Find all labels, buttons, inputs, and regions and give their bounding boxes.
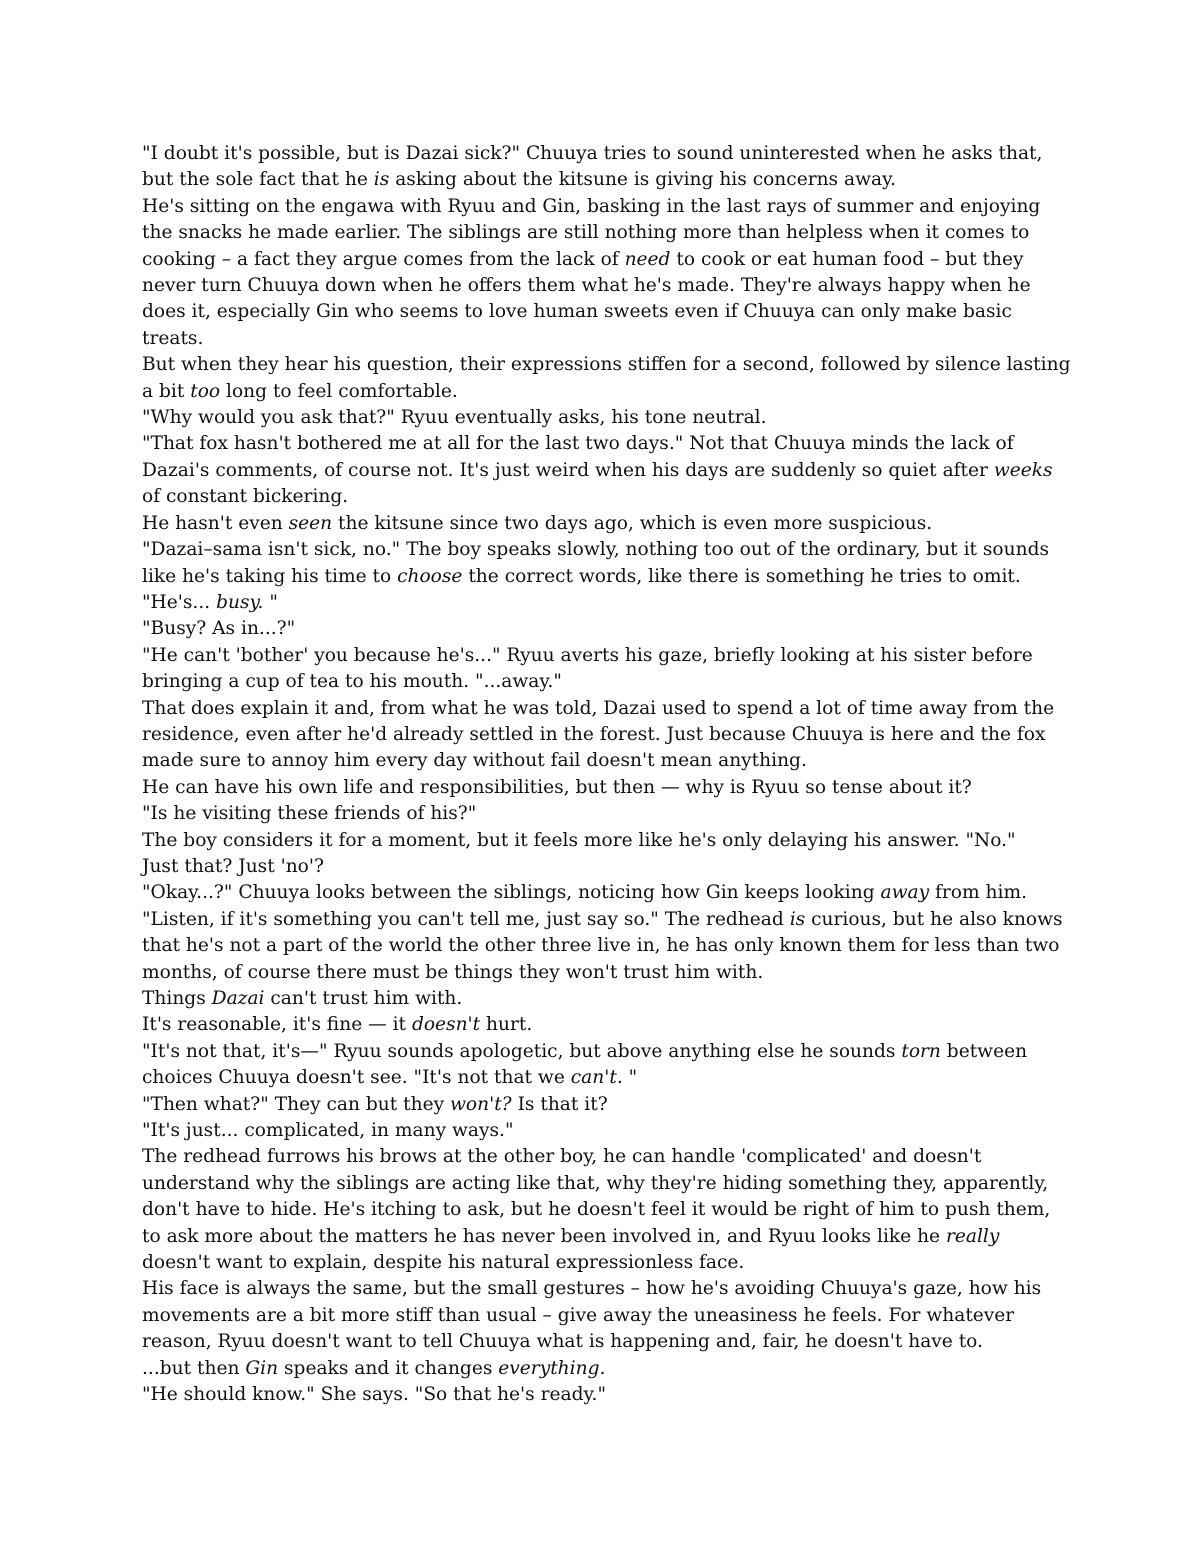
- text-run: ...but then: [142, 1357, 246, 1379]
- paragraph: [142, 537, 1072, 616]
- italic-run: is: [373, 169, 390, 191]
- text-run: long to feel comfortable.: [220, 380, 458, 402]
- paragraph: [142, 352, 1072, 405]
- text-run: doesn't want to explain, despite his natural expressionless face.: [142, 1252, 745, 1274]
- italic-run: really: [945, 1225, 1000, 1247]
- text-run: Is that it?: [511, 1093, 608, 1115]
- text-run: to cook or eat human food – but they never turn Chuuya down when he offers them what he's made. They're always happy when he does it, especially Gin who seems to love human sweets even if Chuuya can only make basic treats.: [142, 248, 1031, 349]
- italic-run: doesn't: [411, 1014, 481, 1036]
- text-run: can't trust him with.: [264, 988, 463, 1009]
- paragraph: [142, 1039, 1072, 1092]
- paragraph: [142, 1356, 1072, 1382]
- italic-run: Dazai: [211, 988, 265, 1009]
- paragraph: [142, 1144, 1072, 1276]
- text-run: He hasn't even: [142, 512, 289, 534]
- text-run: Things: [142, 988, 212, 1009]
- paragraph: [142, 986, 1072, 1012]
- paragraph: [142, 1012, 1072, 1038]
- text-run: "Why would you ask that?" Ryuu eventually asks, his tone neutral.: [142, 407, 767, 429]
- text-run: from him.: [929, 882, 1027, 904]
- paragraph: [142, 141, 1072, 194]
- text-run: "It's not that, it's—" Ryuu sounds apologetic, but above anything else he sounds: [142, 1040, 902, 1062]
- paragraph: [142, 907, 1072, 986]
- text-run: "Listen, if it's something you can't tell me, just say so." The redhead: [142, 908, 790, 930]
- text-run: "Okay...?" Chuuya looks between the siblings, noticing how Gin keeps looking: [142, 882, 881, 904]
- italic-run: is: [789, 908, 806, 930]
- paragraph: [142, 616, 1072, 642]
- paragraph: [142, 801, 1072, 827]
- text-run: The redhead furrows his brows at the other boy, he can handle 'complicated' and doesn't understand why the siblings are acting like that, why they're hiding something they, apparently, don't have to hide. He's itching to ask, but he doesn't feel it would be right of him to push them, to ask more about the matters he has never been involved in, and Ryuu looks like he: [142, 1146, 1051, 1247]
- text-run: "I doubt it's possible, but is Dazai sick?" Chuuya tries to sound uninterested when he asks that, but the sole fact that he: [142, 143, 1043, 191]
- text-run: curious, but he also knows that he's not a part of the world the other three live in, he has only known them for less than two months, of course there must be things they won't trust him with.: [142, 908, 1063, 983]
- paragraph: [142, 511, 1072, 537]
- text-run: "Dazai–sama isn't sick, no." The boy speaks slowly, nothing too out of the ordinary, but it sounds like he's taking his time to: [142, 539, 1050, 587]
- italic-run: everything.: [498, 1357, 606, 1379]
- text-run: "He should know." She says. "So that he's ready.": [142, 1384, 606, 1406]
- text-run: It's reasonable, it's fine — it: [142, 1014, 412, 1036]
- paragraph: [142, 1118, 1072, 1144]
- text-run: "Busy? As in...?": [142, 618, 296, 640]
- paragraph: [142, 854, 1072, 880]
- text-run: asking about the kitsune is giving his concerns away.: [389, 169, 897, 191]
- paragraph: [142, 696, 1072, 775]
- italic-run: busy.: [216, 591, 264, 613]
- italic-run: weeks: [993, 459, 1053, 481]
- italic-run: seen: [288, 512, 333, 534]
- text-run: The boy considers it for a moment, but it feels more like he's only delaying his answer. "No.": [142, 829, 1016, 851]
- text-run: His face is always the same, but the small gestures – how he's avoiding Chuuya's gaze, how his movements are a bit more stiff than usual – give away the uneasiness he feels. For whatever reason, Ryuu doesn't want to tell Chuuya what is happening and, fair, he doesn't have to.: [142, 1278, 1042, 1353]
- text-run: "He can't 'bother' you because he's..." Ryuu averts his gaze, briefly looking at his sister before bringing a cup of tea to his mouth. "...away.": [142, 644, 1033, 693]
- text-run: "That fox hasn't bothered me at all for the last two days." Not that Chuuya minds the lack of Dazai's comments, of course not. It's just weird when his days are suddenly so quiet after: [142, 433, 1014, 481]
- text-run: speaks and it changes: [278, 1357, 499, 1379]
- italic-run: can't.: [570, 1067, 623, 1089]
- text-run: He's sitting on the engawa with Ryuu and Gin, basking in the last rays of summer and enjoying the snacks he made earlier. The siblings are still nothing more than helpless when it comes to cooking – a fact they argue comes from the lack of: [142, 195, 1041, 270]
- text-run: Just that? Just 'no'?: [142, 855, 324, 877]
- paragraph: [142, 405, 1072, 431]
- paragraph: [142, 775, 1072, 801]
- text-run: the kitsune since two days ago, which is even more suspicious.: [332, 512, 933, 534]
- text-run: of constant bickering.: [142, 486, 349, 508]
- text-run: ": [263, 591, 278, 613]
- text-run: That does explain it and, from what he was told, Dazai used to spend a lot of time away from the residence, even after he'd already settled in the forest. Just because Chuuya is here and the fox made sure to annoy him every day without fail doesn't mean anything.: [142, 697, 1055, 772]
- italic-run: too: [190, 380, 221, 402]
- text-run: the correct words, like there is something he tries to omit. "He's...: [142, 565, 1021, 613]
- italic-run: need: [624, 248, 671, 270]
- paragraph: [142, 194, 1072, 352]
- italic-run: choose: [397, 565, 463, 587]
- italic-run: torn: [901, 1040, 941, 1062]
- text-run: "Then what?" They can but they: [142, 1093, 451, 1115]
- paragraph: [142, 828, 1072, 854]
- paragraph: [142, 431, 1072, 510]
- text-run: "Is he visiting these friends of his?": [142, 803, 477, 825]
- text-run: hurt.: [480, 1014, 533, 1036]
- paragraph: [142, 643, 1072, 696]
- text-run: ": [622, 1067, 638, 1089]
- text-run: He can have his own life and responsibilities, but then — why is Ryuu so tense about it?: [142, 776, 972, 798]
- paragraph: [142, 1382, 1072, 1408]
- text-run: between choices Chuuya doesn't see. "It's not that we: [142, 1040, 1028, 1089]
- paragraph: [142, 880, 1072, 906]
- text-run: "It's just... complicated, in many ways.": [142, 1120, 514, 1142]
- document-page: [142, 141, 1072, 1409]
- italic-run: won't?: [450, 1093, 512, 1115]
- italic-run: Gin: [245, 1357, 279, 1379]
- paragraph: [142, 1276, 1072, 1355]
- italic-run: away: [880, 882, 930, 904]
- paragraph: [142, 1092, 1072, 1118]
- text-run: But when they hear his question, their expressions stiffen for a second, followed by silence lasting a bit: [142, 354, 1071, 402]
